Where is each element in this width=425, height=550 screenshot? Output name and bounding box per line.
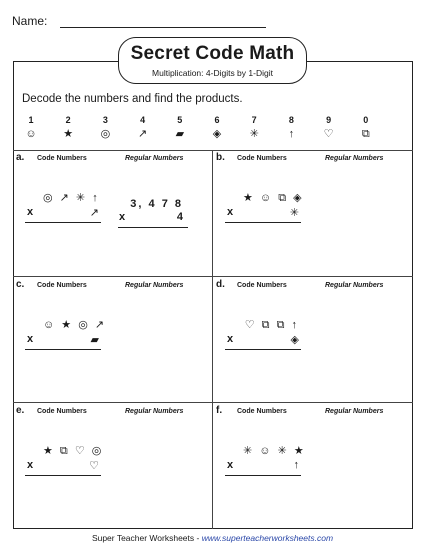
- problem-letter: d.: [216, 279, 225, 290]
- up-arrow-icon: ↑: [288, 128, 295, 140]
- key-digit: 0: [363, 115, 369, 125]
- star-icon: ★: [63, 128, 74, 140]
- page-title: Secret Code Math: [130, 43, 295, 64]
- answer-line[interactable]: [25, 222, 101, 223]
- footer: [0, 533, 425, 543]
- regular-answer-line[interactable]: [118, 227, 188, 228]
- key-digit: 5: [177, 115, 183, 125]
- name-label: Name:: [12, 14, 48, 28]
- key-item-6: [206, 115, 228, 142]
- times-sign: x: [227, 206, 234, 218]
- regular-multiplier: 4: [176, 211, 183, 223]
- key-item-3: [94, 115, 116, 142]
- times-sign: x: [227, 459, 234, 471]
- key-item-5: [169, 115, 191, 142]
- times-sign: x: [27, 206, 34, 218]
- answer-line[interactable]: [225, 475, 301, 476]
- code-multiplier: ◈: [290, 334, 299, 346]
- footer-link[interactable]: www.superteacherworksheets.com: [201, 533, 334, 543]
- footer-text: Super Teacher Worksheets -: [91, 533, 202, 543]
- problem-b: [213, 150, 412, 276]
- title-box: [118, 37, 307, 84]
- key-digit: 6: [214, 115, 220, 125]
- key-item-0: [355, 115, 377, 142]
- problem-d: [213, 277, 412, 403]
- times-sign: x: [27, 333, 34, 345]
- diamond-icon: ◈: [212, 128, 222, 140]
- code-multiplier: ▰: [90, 334, 99, 346]
- answer-line[interactable]: [225, 222, 301, 223]
- spiral-icon: ◎: [100, 128, 111, 140]
- times-sign: x: [119, 211, 126, 223]
- key-item-9: [318, 115, 340, 142]
- code-multiplier: ↗: [89, 207, 99, 219]
- code-multiplicand: ☺ ★ ◎ ↗: [43, 319, 107, 331]
- problem-letter: e.: [16, 405, 25, 416]
- name-line[interactable]: [60, 27, 266, 28]
- answer-line[interactable]: [25, 475, 101, 476]
- asterisk-icon: ✳: [249, 128, 259, 140]
- code-numbers-header: Code Numbers: [237, 408, 287, 415]
- heart-icon: ♡: [323, 128, 334, 140]
- key-item-2: [57, 115, 79, 142]
- regular-numbers-header: Regular Numbers: [325, 408, 384, 415]
- key-digit: 1: [28, 115, 34, 125]
- code-numbers-header: Code Numbers: [237, 282, 287, 289]
- smiley-icon: ☺: [25, 128, 37, 140]
- problem-c: [13, 277, 212, 403]
- problem-letter: a.: [16, 152, 25, 163]
- problem-a: [13, 150, 212, 276]
- key-item-4: [132, 115, 154, 142]
- code-numbers-header: Code Numbers: [37, 282, 87, 289]
- key-item-1: [20, 115, 42, 142]
- answer-line[interactable]: [25, 349, 101, 350]
- key-digit: 7: [251, 115, 257, 125]
- key-digit: 8: [288, 115, 294, 125]
- page-subtitle: Multiplication: 4-Digits by 1-Digit: [152, 68, 273, 78]
- times-sign: x: [27, 459, 34, 471]
- parallelogram-icon: ▰: [175, 128, 185, 140]
- problem-f: [213, 403, 412, 529]
- code-multiplicand: ★ ☺ ⧉ ◈: [243, 192, 304, 204]
- code-key: [20, 115, 400, 145]
- key-digit: 2: [65, 115, 71, 125]
- problem-letter: f.: [216, 405, 223, 416]
- times-sign: x: [227, 333, 234, 345]
- key-digit: 3: [102, 115, 108, 125]
- key-digit: 9: [326, 115, 332, 125]
- lightning-icon: ↗: [137, 128, 148, 140]
- code-multiplicand: ✳ ☺ ✳ ★: [243, 445, 306, 457]
- code-numbers-header: Code Numbers: [37, 155, 87, 162]
- regular-numbers-header: Regular Numbers: [125, 408, 184, 415]
- key-item-8: [280, 115, 302, 142]
- instructions: Decode the numbers and find the products.: [22, 93, 243, 105]
- problem-letter: b.: [216, 152, 225, 163]
- key-digit: 4: [140, 115, 146, 125]
- problem-letter: c.: [16, 279, 25, 290]
- answer-line[interactable]: [225, 349, 301, 350]
- problem-e: [13, 403, 212, 529]
- regular-numbers-header: Regular Numbers: [125, 282, 184, 289]
- regular-multiplicand: 3, 4 7 8: [130, 198, 183, 210]
- code-multiplier: ✳: [289, 207, 299, 219]
- code-numbers-header: Code Numbers: [237, 155, 287, 162]
- code-multiplier: ↑: [293, 459, 299, 471]
- regular-numbers-header: Regular Numbers: [325, 282, 384, 289]
- regular-numbers-header: Regular Numbers: [125, 155, 184, 162]
- code-numbers-header: Code Numbers: [37, 408, 87, 415]
- squares-icon: ⧉: [361, 128, 370, 140]
- key-item-7: [243, 115, 265, 142]
- code-multiplicand: ♡ ⧉ ⧉ ↑: [244, 319, 299, 331]
- code-multiplicand: ◎ ↗ ✳ ↑: [43, 192, 100, 204]
- problem-grid: [13, 150, 413, 529]
- code-multiplier: ♡: [89, 460, 99, 472]
- regular-numbers-header: Regular Numbers: [325, 155, 384, 162]
- code-multiplicand: ★ ⧉ ♡ ◎: [43, 445, 104, 457]
